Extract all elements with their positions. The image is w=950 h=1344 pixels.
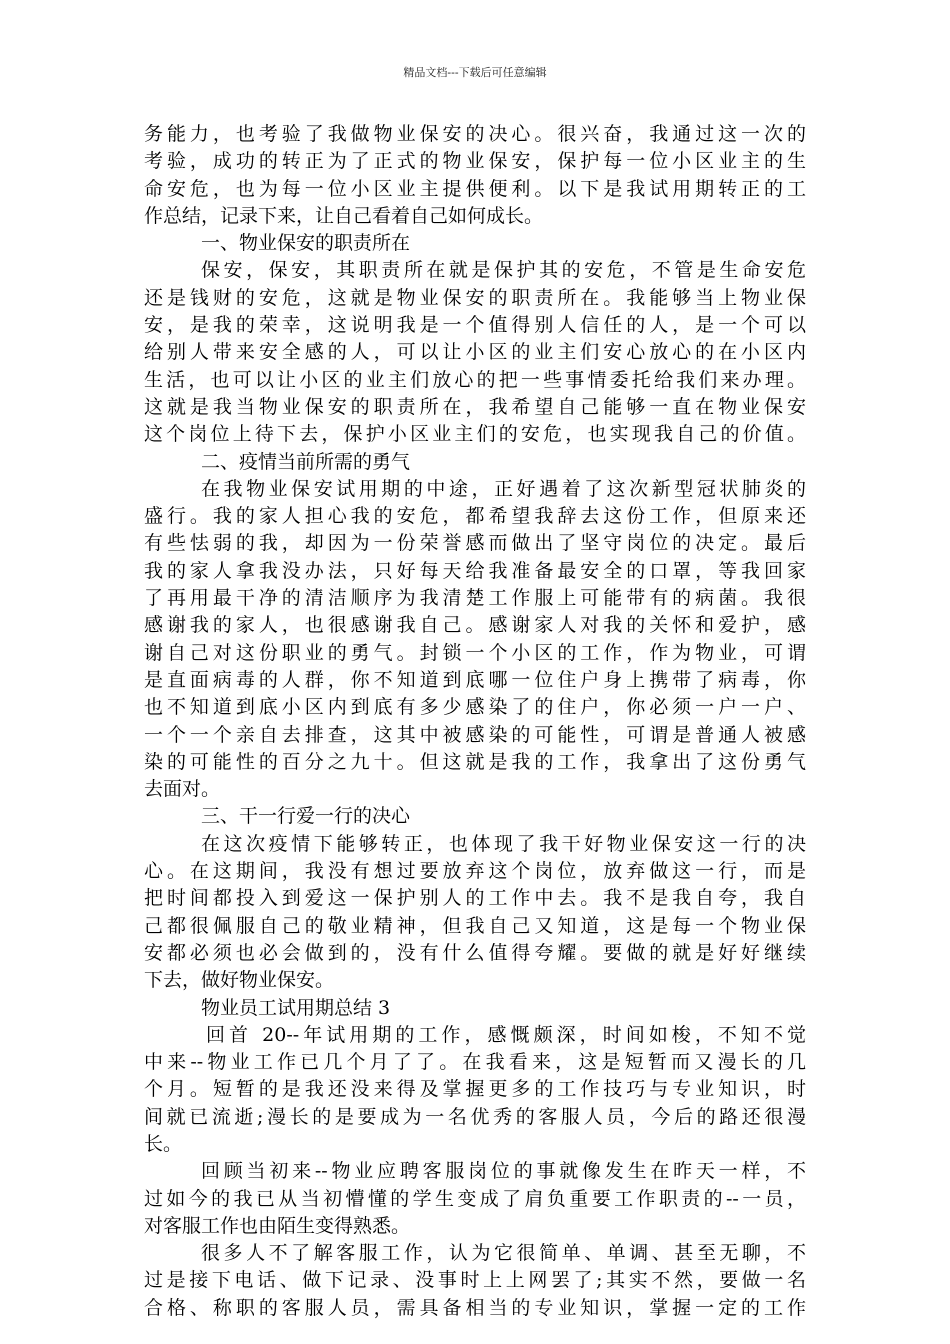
text-line: 我的家人拿我没办法，只好每天给我准备最安全的口罩，等我回家 [144,559,806,582]
text-line: 是直面病毒的人群，你不知道到底哪一位住户身上携带了病毒，你 [144,668,806,691]
text-line: 回首 20--年试用期的工作，感慨颇深，时间如梭，不知不觉 [206,1023,806,1046]
text-line: 有些怯弱的我，却因为一份荣誉感而做出了坚守岗位的决定。最后 [144,532,806,555]
text-line: 一、物业保安的职责所在 [201,232,411,255]
text-line: 生活，也可以让小区的业主们放心的把一些事情委托给我们来办理。 [144,368,806,391]
text-line: 这就是我当物业保安的职责所在，我希望自己能够一直在物业保安 [144,395,806,418]
text-line: 作总结，记录下来，让自己看着自己如何成长。 [144,204,544,227]
text-line: 在我物业保安试用期的中途，正好遇着了这次新型冠状肺炎的 [201,477,806,500]
text-line: 三、干一行爱一行的决心 [201,805,411,828]
text-line: 染的可能性的百分之九十。但这就是我的工作，我拿出了这份勇气 [144,750,806,773]
text-line: 感谢我的家人，也很感谢我自己。感谢家人对我的关怀和爱护，感 [144,614,806,637]
text-line: 还是钱财的安危，这就是物业保安的职责所在。我能够当上物业保 [144,286,806,309]
text-line: 心。在这期间，我没有想过要放弃这个岗位，放弃做这一行，而是 [144,860,806,883]
text-line: 过是接下电话、做下记录、没事时上上网罢了;其实不然，要做一名 [144,1269,806,1292]
text-line: 中来--物业工作已几个月了了。在我看来，这是短暂而又漫长的几 [144,1051,806,1074]
text-line: 把时间都投入到爱这一保护别人的工作中去。我不是我自夸，我自 [144,887,806,910]
text-line: 间就已流逝;漫长的是要成为一名优秀的客服人员，今后的路还很漫 [144,1105,806,1128]
document-body [144,121,806,1322]
text-line: 这个岗位上待下去，保护小区业主们的安危，也实现我自己的价值。 [144,423,806,446]
text-line: 二、疫情当前所需的勇气 [201,450,411,473]
text-line: 在这次疫情下能够转正，也体现了我干好物业保安这一行的决 [201,832,806,855]
text-line: 去面对。 [144,778,221,801]
text-line: 下去，做好物业保安。 [144,969,335,992]
text-line: 很多人不了解客服工作，认为它很简单、单调、甚至无聊，不 [201,1242,806,1265]
text-line: 个月。短暂的是我还没来得及掌握更多的工作技巧与专业知识，时 [144,1078,806,1101]
text-line: 给别人带来安全感的人，可以让小区的业主们安心放心的在小区内 [144,341,806,364]
text-line: 物业员工试用期总结 3 [201,996,391,1019]
text-line: 长。 [144,1132,183,1155]
text-line: 安都必须也必会做到的，没有什么值得夸耀。要做的就是好好继续 [144,941,806,964]
text-line: 命安危，也为每一位小区业主提供便利。以下是我试用期转正的工 [144,177,806,200]
text-line: 务能力，也考验了我做物业保安的决心。很兴奋，我通过这一次的 [144,123,806,145]
text-line: 过如今的我已从当初懵懂的学生变成了肩负重要工作职责的--一员， [144,1187,806,1210]
text-line: 合格、称职的客服人员，需具备相当的专业知识，掌握一定的工作 [144,1296,806,1319]
text-line: 回顾当初来--物业应聘客服岗位的事就像发生在昨天一样，不 [201,1160,806,1183]
text-line: 一个一个亲自去排查，这其中被感染的可能性，可谓是普通人被感 [144,723,806,746]
text-line: 考验，成功的转正为了正式的物业保安，保护每一位小区业主的生 [144,150,806,173]
text-line: 保安，保安，其职责所在就是保护其的安危，不管是生命安危 [201,259,806,282]
text-line: 安，是我的荣幸，这说明我是一个值得别人信任的人，是一个可以 [144,314,806,337]
page-header: 精品文档---下载后可任意编辑 [403,66,547,79]
text-line: 盛行。我的家人担心我的安危，都希望我辞去这份工作，但原来还 [144,505,806,528]
text-line: 对客服工作也由陌生变得熟悉。 [144,1214,411,1237]
text-line: 也不知道到底小区内到底有多少感染了的住户，你必须一户一户、 [144,696,806,719]
text-line: 了再用最干净的清洁顺序为我清楚工作服上可能带有的病菌。我很 [144,587,806,610]
text-line: 己都很佩服自己的敬业精神，但我自己又知道，这是每一个物业保 [144,914,806,937]
text-line: 谢自己对这份职业的勇气。封锁一个小区的工作，作为物业，可谓 [144,641,806,664]
